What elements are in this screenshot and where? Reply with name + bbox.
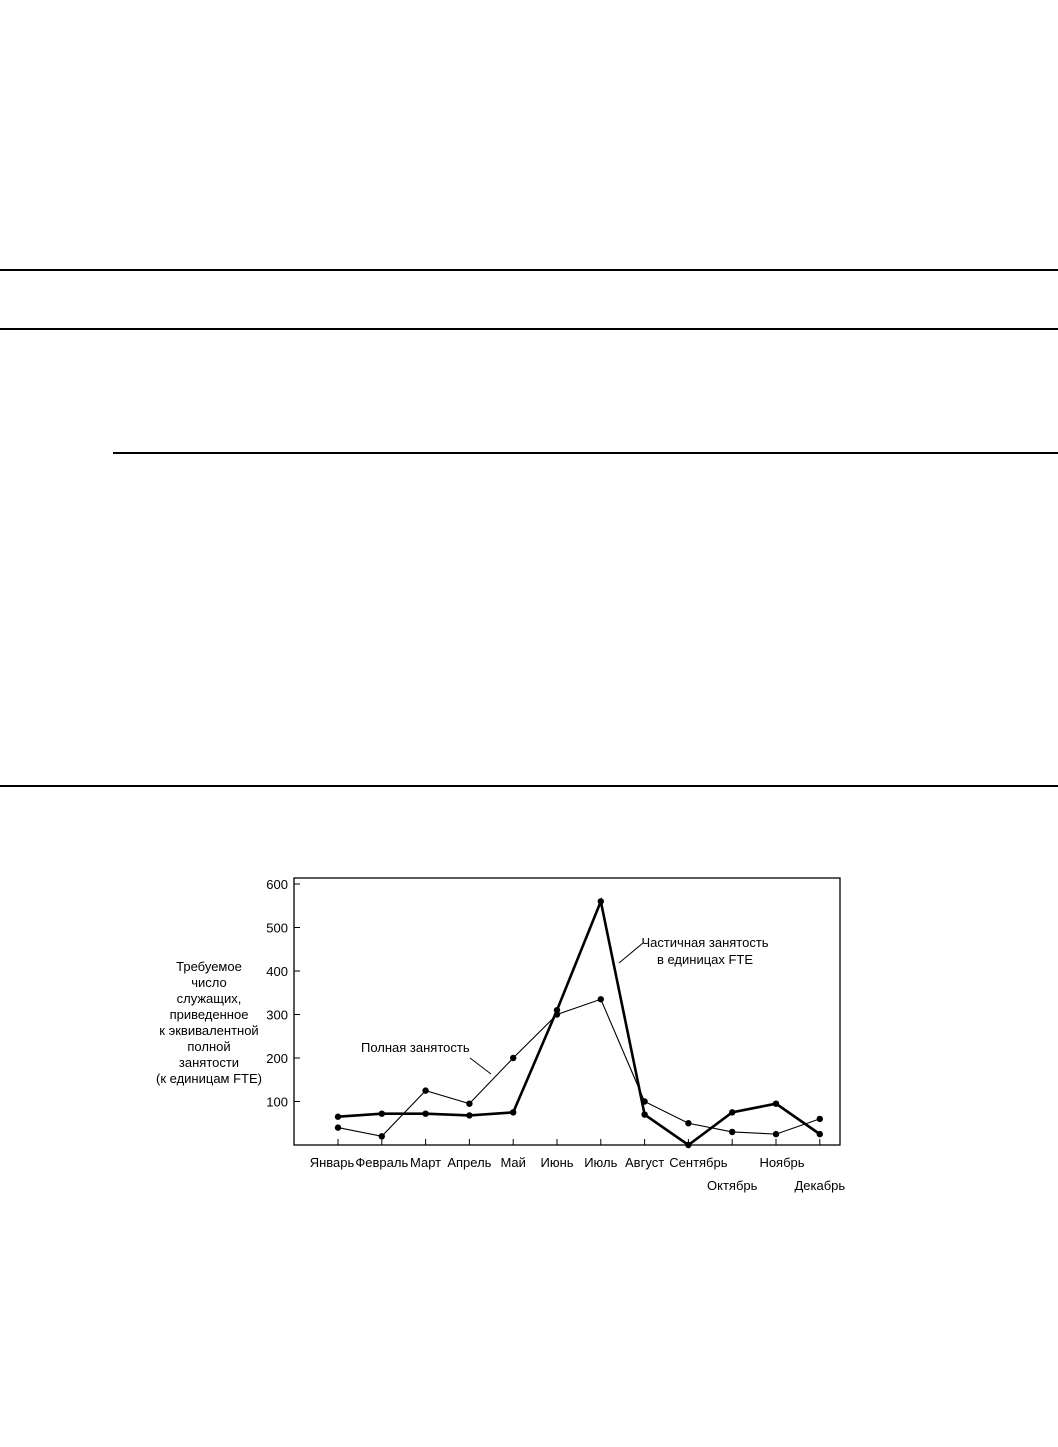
y-axis-title-line: (к единицам FTE) xyxy=(156,1071,262,1086)
y-axis-title xyxy=(156,959,262,1086)
y-tick-label: 400 xyxy=(266,964,288,979)
data-point-part-time xyxy=(817,1131,823,1137)
y-tick-label: 200 xyxy=(266,1051,288,1066)
x-tick-label: Сентябрь xyxy=(669,1155,728,1170)
x-tick-label: Ноябрь xyxy=(759,1155,805,1170)
y-axis-title-line: Требуемое xyxy=(176,959,242,974)
x-tick-label: Январь xyxy=(309,1155,355,1170)
data-point-full-time xyxy=(335,1124,341,1130)
x-tick-label: Октябрь xyxy=(707,1178,758,1193)
x-tick-label: Июнь xyxy=(540,1155,574,1170)
data-point-full-time xyxy=(422,1087,428,1093)
data-point-full-time xyxy=(598,996,604,1002)
y-tick-label: 300 xyxy=(266,1007,288,1023)
data-point-part-time xyxy=(335,1114,341,1120)
y-axis-title-line: занятости xyxy=(178,1055,240,1070)
y-tick-label: 100 xyxy=(266,1094,288,1110)
annotation-pointer xyxy=(619,943,643,963)
y-tick-label: 600 xyxy=(266,877,288,892)
data-point-part-time xyxy=(554,1007,560,1013)
data-point-part-time xyxy=(422,1110,428,1116)
annotation-line: в единицах FTE xyxy=(656,952,754,967)
x-tick-label: Май xyxy=(500,1155,526,1170)
y-axis-title-line: служащих, xyxy=(176,991,242,1006)
x-tick-label: Август xyxy=(625,1155,665,1170)
x-tick-label: Декабрь xyxy=(794,1178,846,1193)
series-line-full-time xyxy=(338,999,820,1136)
annotation-line: Частичная занятость xyxy=(641,935,769,950)
data-point-part-time xyxy=(773,1100,779,1106)
data-point-part-time xyxy=(379,1110,385,1116)
x-axis xyxy=(310,1139,846,1193)
x-tick-label: Март xyxy=(410,1155,442,1170)
data-point-full-time xyxy=(729,1129,735,1135)
annotation-pointer xyxy=(470,1058,491,1074)
x-tick-label: Июль xyxy=(584,1155,618,1170)
x-tick-label: Апрель xyxy=(447,1155,492,1170)
data-point-part-time xyxy=(685,1142,691,1148)
data-point-full-time xyxy=(510,1055,516,1061)
data-point-part-time xyxy=(510,1109,516,1115)
data-point-part-time xyxy=(641,1111,647,1117)
annotation-part-time xyxy=(641,935,768,967)
data-point-full-time xyxy=(685,1120,691,1126)
y-axis-title-line: число xyxy=(191,975,227,990)
annotation-full-time: Полная занятость xyxy=(361,1040,470,1055)
y-tick-label: 500 xyxy=(266,920,288,936)
data-point-full-time xyxy=(379,1133,385,1139)
y-axis-title-line: к эквивалентной xyxy=(159,1023,259,1038)
data-point-part-time xyxy=(729,1109,735,1115)
y-axis xyxy=(266,877,300,1110)
data-point-full-time xyxy=(773,1131,779,1137)
annotations xyxy=(361,935,769,1074)
data-point-part-time xyxy=(598,898,604,904)
y-axis-label xyxy=(156,959,262,1086)
data-point-full-time xyxy=(817,1116,823,1122)
data-point-part-time xyxy=(466,1112,472,1118)
x-tick-label: Февраль xyxy=(355,1155,409,1170)
y-axis-title-line: приведенное xyxy=(169,1007,249,1022)
y-axis-title-line: полной xyxy=(187,1039,231,1054)
data-point-full-time xyxy=(466,1100,472,1106)
